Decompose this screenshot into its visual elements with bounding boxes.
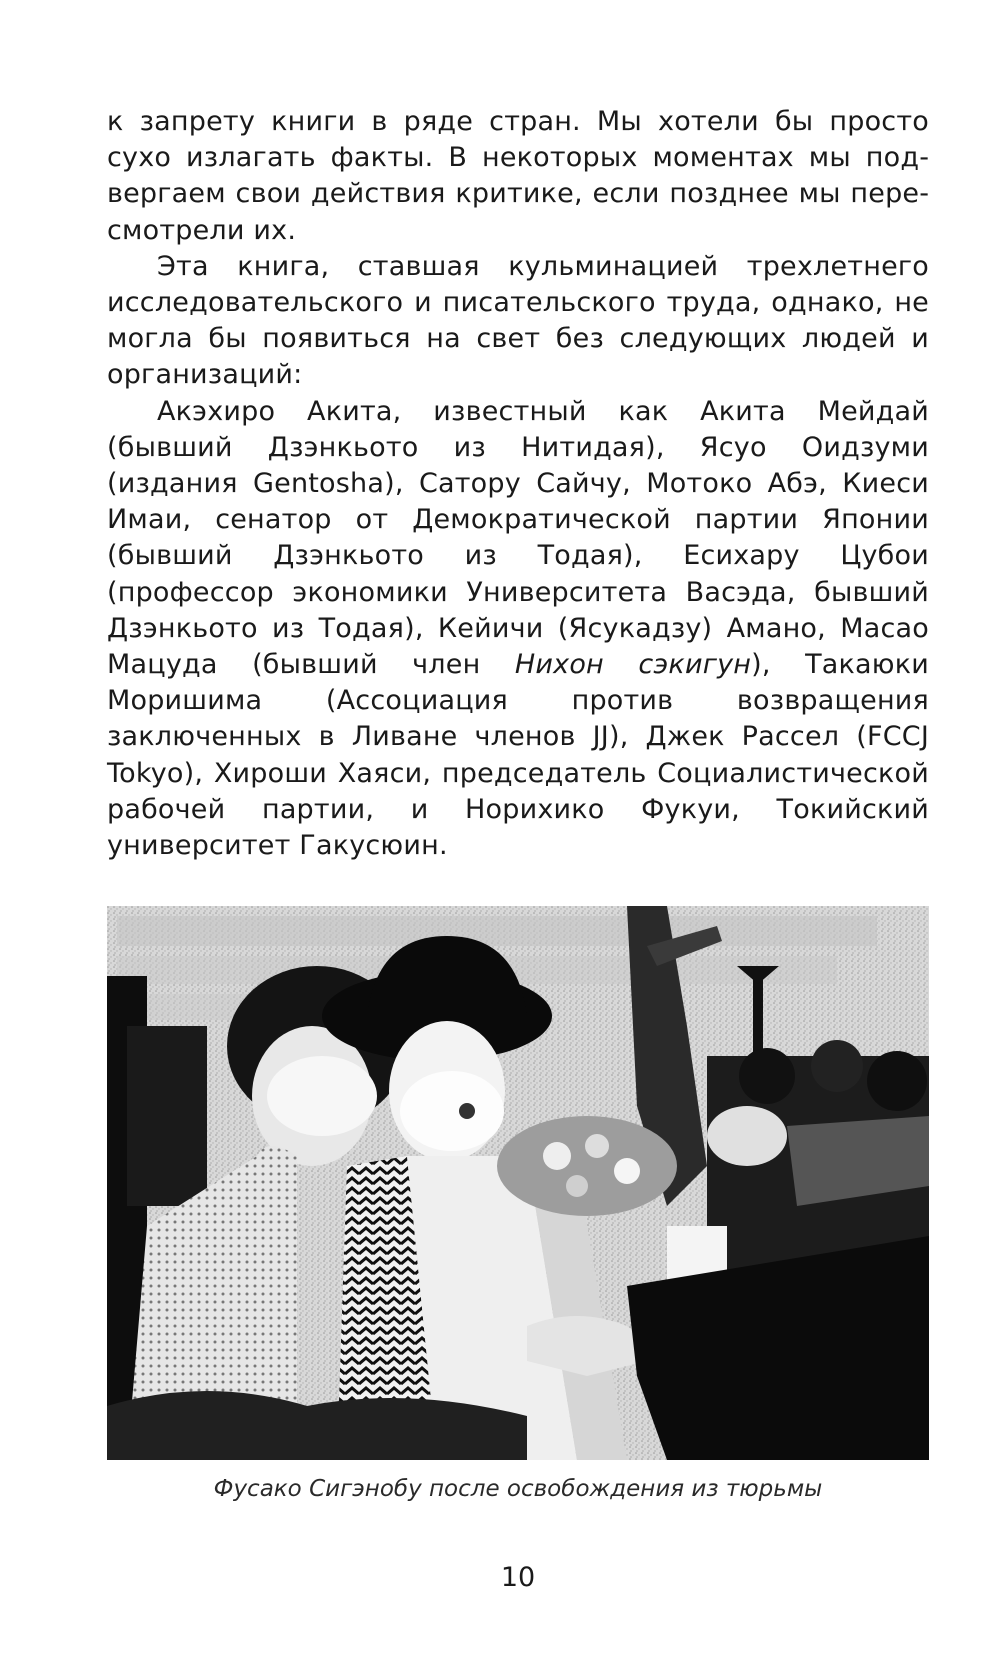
paragraph-3-italic: Нихон сэкигун — [514, 649, 752, 681]
paragraph-3 — [107, 394, 929, 865]
photo-illustration — [107, 906, 929, 1460]
paragraph-3-part-2: ), Такаюки Моришима (Ассоциация против возвращения заключенных в Ливане членов JJ), Джек Рассел (FCCJ Tokyo), Хироши Хаяси, председатель Социалистической рабочей партии, и Норихико Фукуи, Токийский университет Гакусюин. — [107, 649, 929, 862]
paragraph-1: к запрету книги в ряде стран. Мы хотели бы просто сухо излагать факты. В некоторых моментах мы подвергаем свои действия критике, если позднее мы пересмотрели их. — [107, 106, 929, 246]
photo — [107, 906, 929, 1460]
page-number: 10 — [500, 1562, 536, 1593]
body-text — [107, 104, 929, 864]
paragraph-3-part-1: Акэхиро Акита, известный как Акита Мейдай (бывший Дзэнкьото из Нитидая), Ясуо Оидзуми (издания Gentosha), Сатору Сайчу, Мотоко Абэ, Киеси Имаи, сенатор от Демократической партии Японии (бывший Дзэнкьото из Тодая), Есихару Цубои (профессор экономики Университета Васэда, бывший Дзэнкьото из Тодая), Кейичи (Ясукадзу) Амано, Масао Мацуда (бывший член — [107, 395, 929, 681]
paragraph-2: Эта книга, ставшая кульминацией трехлетнего исследовательского и писательского труда, однако, не могла бы появиться на свет без следующих людей и организаций: — [107, 250, 929, 391]
photo-caption: Фусако Сигэнобу после освобождения из тюрьмы — [213, 1476, 823, 1502]
